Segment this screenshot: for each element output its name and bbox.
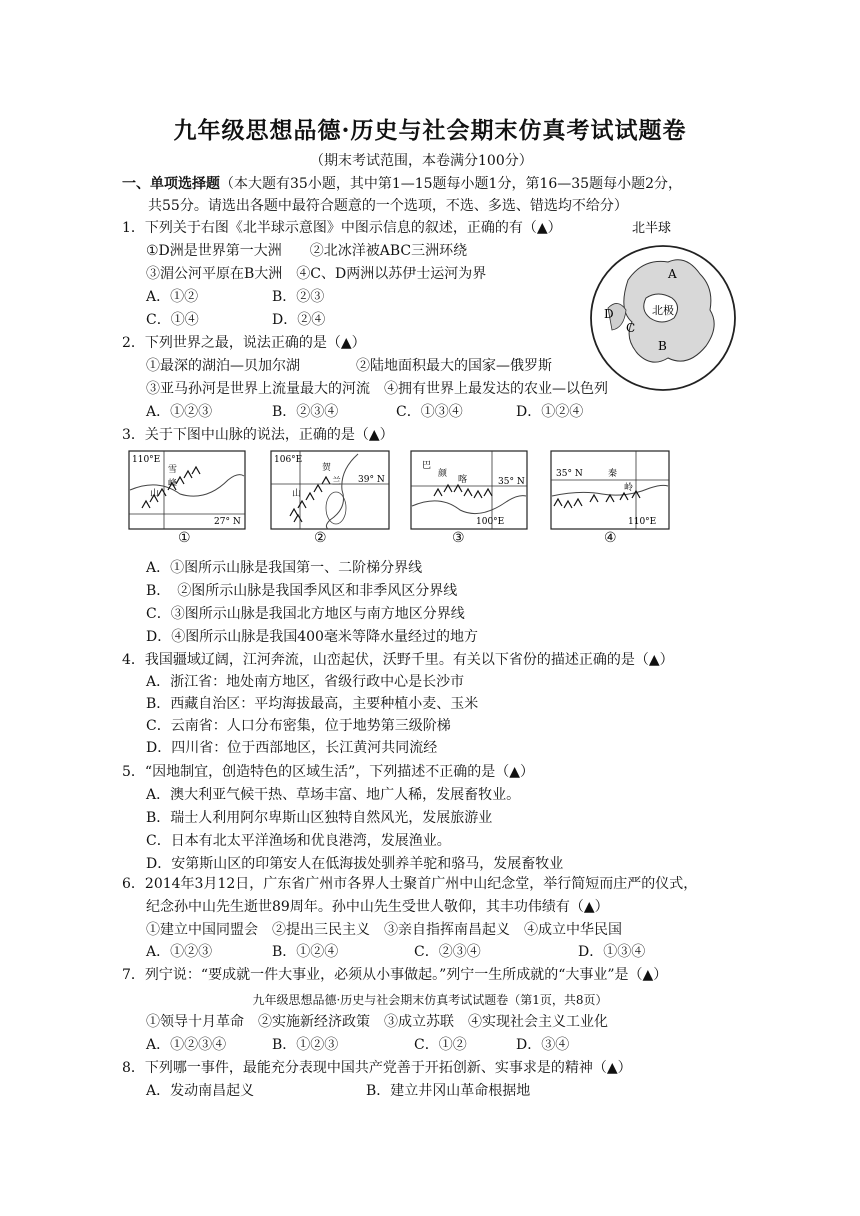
q2-stem: 2．下列世界之最，说法正确的是（▲） xyxy=(122,335,366,351)
q8-stem: 8．下列哪一事件，最能充分表现中国共产党善于开拓创新、实事求是的精神（▲） xyxy=(122,1060,632,1076)
q6-option-a: A．①②③ xyxy=(146,944,213,960)
q4-option-c: C．云南省：人口分布密集，位于地势第三级阶梯 xyxy=(146,718,451,734)
q1-option-b: B．②③ xyxy=(272,289,325,305)
globe-label-pole: 北极 xyxy=(652,304,674,317)
q3-stem: 3．关于下图中山脉的说法，正确的是（▲） xyxy=(122,427,394,443)
globe-label-b: B xyxy=(658,339,667,353)
q7-statement-1: ①领导十月革命 ②实施新经济政策 ③成立苏联 ④实现社会主义工业化 xyxy=(146,1014,608,1030)
map3-latitude: 35° N xyxy=(498,477,525,487)
q1-option-a: A．①② xyxy=(146,289,199,305)
q6-option-c: C．②③④ xyxy=(414,944,481,960)
q2-option-b: B．②③④ xyxy=(272,404,339,420)
q6-stem-2: 纪念孙中山先生逝世89周年。孙中山先生受世人敬仰，其丰功伟绩有（▲） xyxy=(146,899,609,915)
map4-name-2: 岭 xyxy=(624,483,634,493)
q7-option-d: D．③④ xyxy=(516,1037,570,1053)
map1-latitude: 27° N xyxy=(214,517,241,527)
map3-caption: ③ xyxy=(452,530,465,546)
q3-option-c: C．③图所示山脉是我国北方地区与南方地区分界线 xyxy=(146,606,465,622)
globe-label-c: C xyxy=(626,321,636,335)
q6-statement-1: ①建立中国同盟会 ②提出三民主义 ③亲自指挥南昌起义 ④成立中华民国 xyxy=(146,922,622,938)
map3-name-3: 喀 xyxy=(458,475,468,485)
map2-name-1: 贺 xyxy=(322,463,332,473)
map1-name-1: 雪 xyxy=(168,465,178,475)
q6-option-b: B．①②④ xyxy=(272,944,339,960)
q5-option-b: B．瑞士人利用阿尔卑斯山区独特自然风光，发展旅游业 xyxy=(146,810,493,826)
map2-name-2: 兰 xyxy=(332,477,342,487)
map2-latitude: 39° N xyxy=(358,475,385,485)
globe-label-d: D xyxy=(604,307,614,321)
page-title: 九年级思想品德·历史与社会期末仿真考试试题卷 xyxy=(173,117,687,144)
q2-option-c: C．①③④ xyxy=(396,404,463,420)
q1-option-d: D．②④ xyxy=(272,312,326,328)
map1-name-2: 峰 xyxy=(168,479,178,489)
q5-option-d: D．安第斯山区的印第安人在低海拔处驯养羊驼和骆马，发展畜牧业 xyxy=(146,856,564,872)
map2-longitude: 106°E xyxy=(274,455,303,465)
map3-name-2: 颜 xyxy=(438,469,448,479)
map1-name-3: 山 xyxy=(150,489,160,499)
q6-option-d: D．①③④ xyxy=(578,944,646,960)
q2-option-d: D．①②④ xyxy=(516,404,584,420)
map3-name-1: 巴 xyxy=(422,461,432,471)
q1-statement-1: ①D洲是世界第一大洲 ②北冰洋被ABC三洲环绕 xyxy=(146,243,468,259)
q4-option-a: A．浙江省：地处南方地区，省级行政中心是长沙市 xyxy=(146,674,465,690)
q5-option-a: A．澳大利亚气候干热、草场丰富、地广人稀，发展畜牧业。 xyxy=(146,787,521,803)
q7-option-b: B．①②③ xyxy=(272,1037,339,1053)
q3-option-d: D．④图所示山脉是我国400毫米等降水量经过的地方 xyxy=(146,629,478,645)
mountain-map-3 xyxy=(410,450,528,530)
section-heading-line xyxy=(122,174,682,194)
map1-caption: ① xyxy=(178,530,191,546)
map2-caption: ② xyxy=(314,530,327,546)
globe-title: 北半球 xyxy=(632,221,672,236)
map4-longitude: 110°E xyxy=(628,517,657,527)
q7-option-c: C．①② xyxy=(414,1037,467,1053)
mountain-map-4 xyxy=(550,450,670,530)
subtitle: （期末考试范围，本卷满分100分） xyxy=(310,153,533,169)
q7-option-a: A．①②③④ xyxy=(146,1037,227,1053)
q1-stem: 1．下列关于右图《北半球示意图》中图示信息的叙述，正确的有（▲） xyxy=(122,220,562,236)
globe-label-a: A xyxy=(668,267,677,281)
map4-caption: ④ xyxy=(604,530,617,546)
map4-name-1: 秦 xyxy=(608,469,618,479)
q3-option-a: A．①图所示山脉是我国第一、二阶梯分界线 xyxy=(146,560,423,576)
q1-option-c: C．①④ xyxy=(146,312,199,328)
page-footer: 九年级思想品德·历史与社会期末仿真考试试题卷（第1页，共8页） xyxy=(252,993,608,1007)
mountain-map-2 xyxy=(270,450,390,530)
q5-stem: 5．“因地制宜，创造特色的区域生活”，下列描述不正确的是（▲） xyxy=(122,764,534,780)
map1-longitude: 110°E xyxy=(132,455,161,465)
section-heading: 一、单项选择题 xyxy=(122,176,220,192)
q4-stem: 4．我国疆域辽阔，江河奔流，山峦起伏，沃野千里。有关以下省份的描述正确的是（▲） xyxy=(122,652,674,668)
q8-option-a: A．发动南昌起义 xyxy=(146,1083,255,1099)
q2-statement-1: ①最深的湖泊—贝加尔湖 ②陆地面积最大的国家—俄罗斯 xyxy=(146,358,552,374)
map3-longitude: 100°E xyxy=(476,517,505,527)
q5-option-c: C．日本有北太平洋渔场和优良港湾，发展渔业。 xyxy=(146,833,451,849)
q7-stem: 7．列宁说：“要成就一件大事业，必须从小事做起。”列宁一生所成就的“大事业”是（▲） xyxy=(122,967,668,983)
q3-option-b: B． ②图所示山脉是我国季风区和非季风区分界线 xyxy=(146,583,458,599)
q6-stem-1: 6．2014年3月12日，广东省广州市各界人士聚首广州中山纪念堂，举行简短而庄严的仪式， xyxy=(122,876,698,892)
q4-option-d: D．四川省：位于西部地区，长江黄河共同流经 xyxy=(146,740,438,756)
northern-hemisphere-map xyxy=(588,218,738,398)
q2-option-a: A．①②③ xyxy=(146,404,213,420)
map2-name-3: 山 xyxy=(292,489,302,499)
q8-option-b: B．建立井冈山革命根据地 xyxy=(366,1083,531,1099)
mountain-map-1 xyxy=(128,450,246,530)
section-description: （本大题有35小题，其中第1—15题每小题1分，第16—35题每小题2分， xyxy=(220,176,682,192)
map4-latitude: 35° N xyxy=(556,469,583,479)
section-description-2: 共55分。请选出各题中最符合题意的一个选项，不选、多选、错选均不给分） xyxy=(148,198,628,214)
q4-option-b: B．西藏自治区：平均海拔最高，主要种植小麦、玉米 xyxy=(146,696,479,712)
q1-statement-2: ③湄公河平原在B大洲 ④C、D两洲以苏伊士运河为界 xyxy=(146,266,487,282)
q2-statement-2: ③亚马孙河是世界上流量最大的河流 ④拥有世界上最发达的农业—以色列 xyxy=(146,381,608,397)
